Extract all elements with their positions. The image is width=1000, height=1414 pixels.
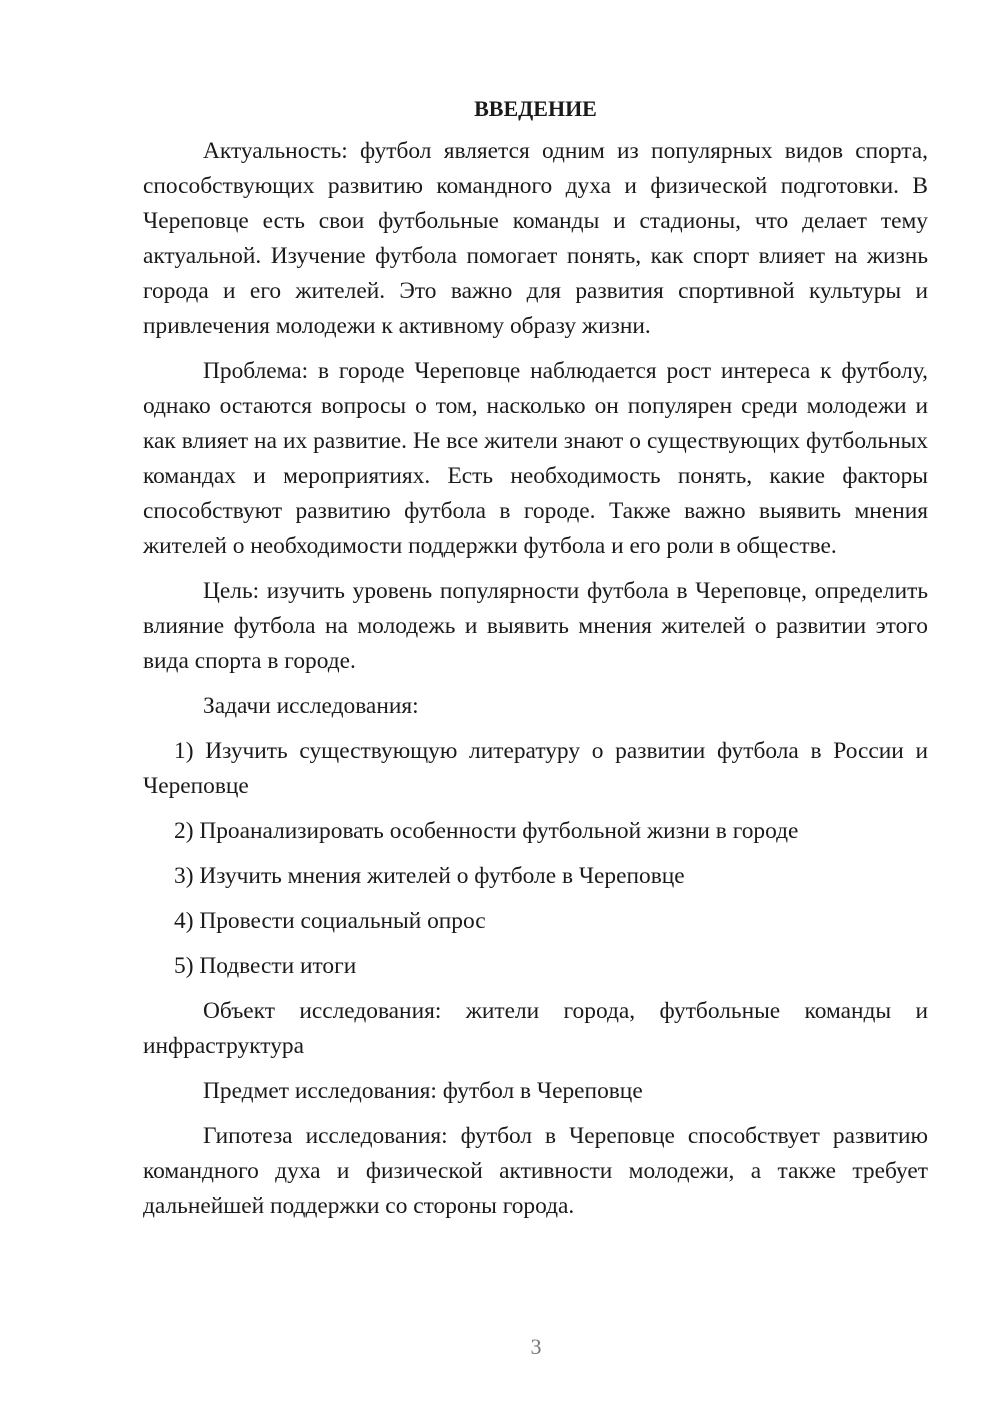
paragraph-problem: Проблема: в городе Череповце наблюдается рост интереса к футболу, однако остаются вопросы о том, насколько он популярен среди молодежи и как влияет на их развитие. Не все жители знают о существующих футбольных командах и мероприятиях. Есть необходимость понять, какие факторы способствуют развитию футбола в городе. Также важно выявить мнения жителей о необходимости поддержки футбола и его роли в обществе. xyxy=(143,358,928,559)
paragraph-relevance: Актуальность: футбол является одним из популярных видов спорта, способствующих развитию командного духа и физической подготовки. В Череповце есть свои футбольные команды и стадионы, что делает тему актуальной. Изучение футбола помогает понять, как спорт влияет на жизнь города и его жителей. Это важно для развития спортивной культуры и привлечения молодежи к активному образу жизни. xyxy=(143,138,928,339)
task-item-1: 1) Изучить существующую литературу о развитии футбола в России и Череповце xyxy=(143,738,928,799)
paragraph-subject: Предмет исследования: футбол в Череповце xyxy=(203,1078,643,1104)
task-item-4: 4) Провести социальный опрос xyxy=(174,908,486,934)
task-item-5: 5) Подвести итоги xyxy=(174,953,357,979)
paragraph-hypothesis: Гипотеза исследования: футбол в Череповце способствует развитию командного духа и физической активности молодежи, а также требует дальнейшей поддержки со стороны города. xyxy=(143,1123,928,1219)
task-item-3: 3) Изучить мнения жителей о футболе в Череповце xyxy=(174,863,685,889)
page-number: 3 xyxy=(530,1334,542,1359)
section-title: ВВЕДЕНИЕ xyxy=(474,96,597,121)
paragraph-goal: Цель: изучить уровень популярности футбола в Череповце, определить влияние футбола на молодежь и выявить мнения жителей о развитии этого вида спорта в городе. xyxy=(143,578,928,674)
tasks-heading: Задачи исследования: xyxy=(203,693,419,719)
task-item-2: 2) Проанализировать особенности футбольной жизни в городе xyxy=(174,818,799,844)
document-page xyxy=(143,92,928,1234)
paragraph-object: Объект исследования: жители города, футбольные команды и инфраструктура xyxy=(143,998,928,1059)
